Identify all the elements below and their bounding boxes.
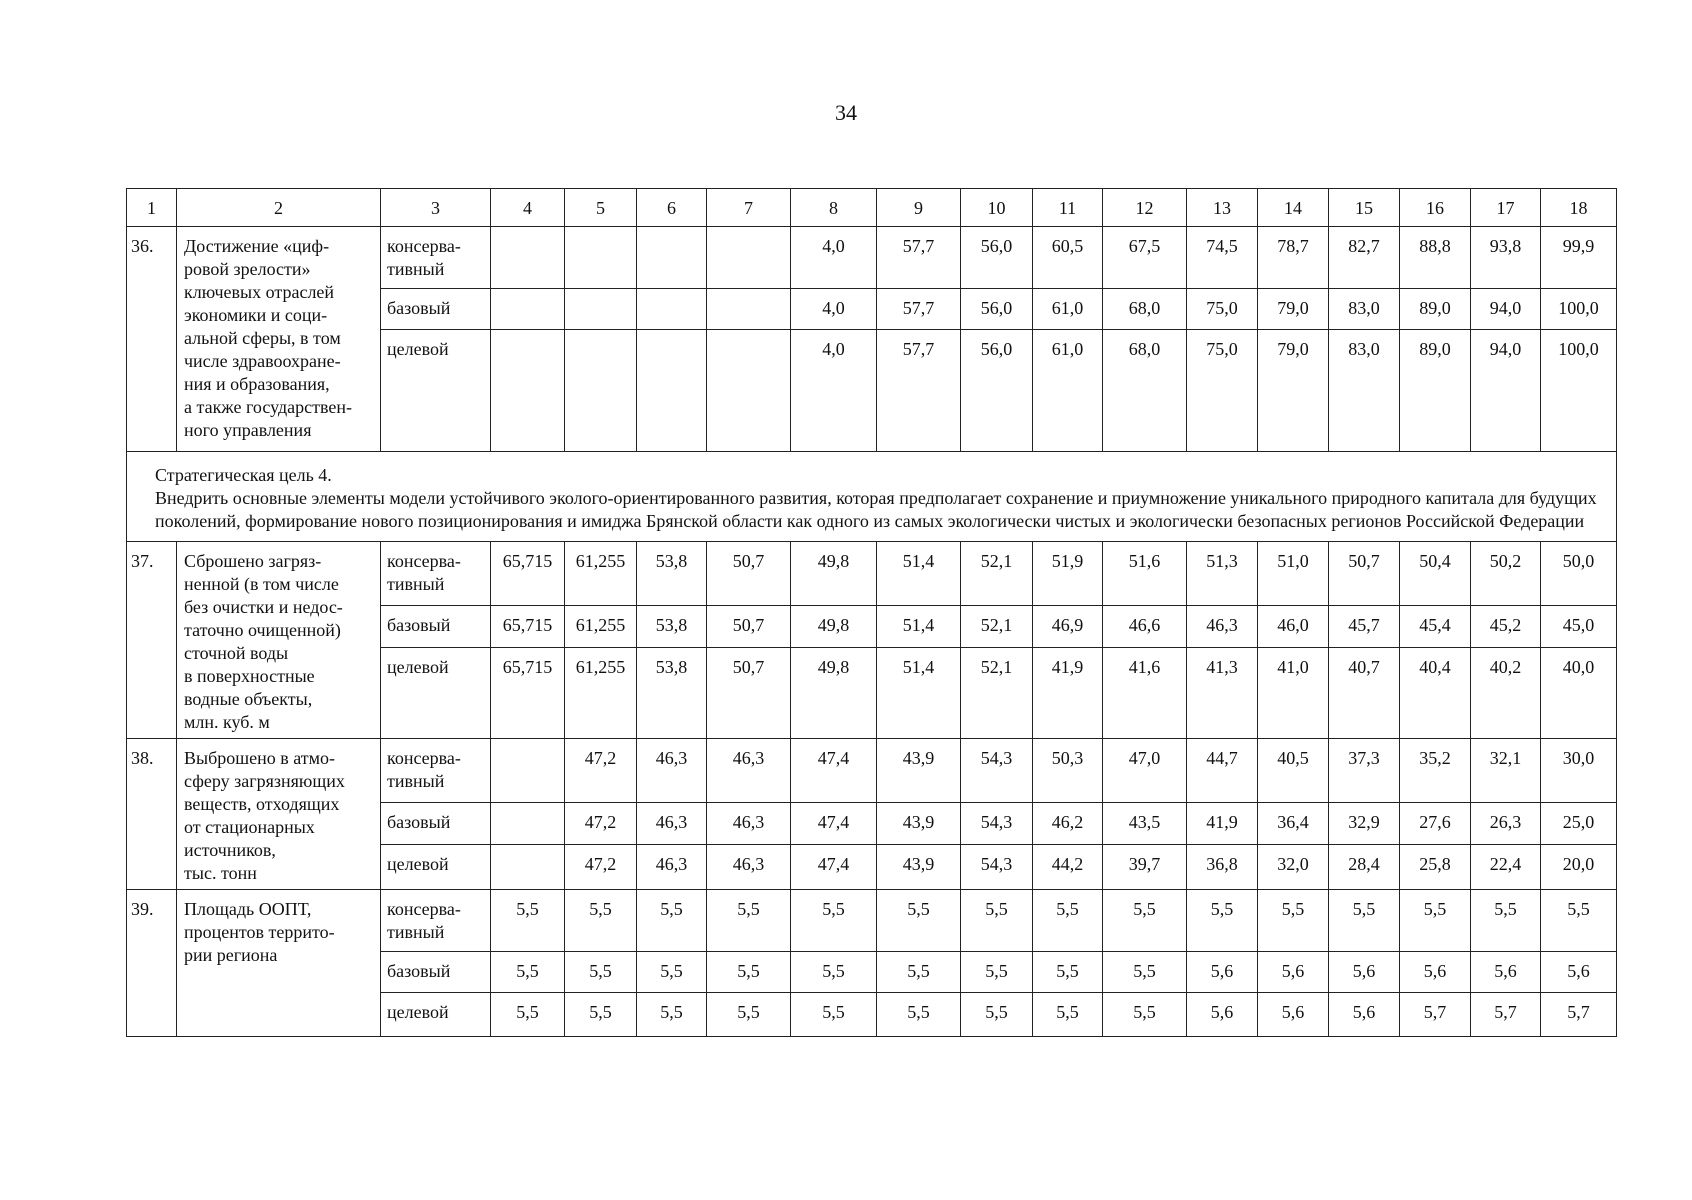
value-cell: 51,4 <box>877 542 961 606</box>
value-cell: 68,0 <box>1103 289 1187 330</box>
page-number: 34 <box>835 100 857 125</box>
value-cell: 5,5 <box>491 890 565 952</box>
value-cell: 5,5 <box>491 952 565 993</box>
indicator-name: Площадь ООПТ, процентов террито- рии региона <box>177 890 381 1037</box>
strategic-goal-cell <box>127 452 1617 542</box>
value-cell: 50,7 <box>707 648 791 739</box>
header-cell: 16 <box>1400 189 1471 227</box>
value-cell: 5,6 <box>1329 952 1400 993</box>
value-cell: 35,2 <box>1400 739 1471 803</box>
value-cell: 5,5 <box>707 993 791 1037</box>
value-cell: 46,9 <box>1033 605 1103 647</box>
value-cell: 4,0 <box>791 289 877 330</box>
value-cell: 46,2 <box>1033 802 1103 844</box>
value-cell: 61,0 <box>1033 330 1103 452</box>
value-cell: 5,5 <box>961 952 1033 993</box>
value-cell: 54,3 <box>961 739 1033 803</box>
value-cell <box>491 227 565 289</box>
value-cell <box>565 227 637 289</box>
table-row <box>127 890 1617 952</box>
value-cell: 46,3 <box>1187 605 1258 647</box>
scenario-label: целевой <box>381 648 491 739</box>
value-cell: 50,0 <box>1541 542 1617 606</box>
value-cell: 40,0 <box>1541 648 1617 739</box>
value-cell: 5,5 <box>565 952 637 993</box>
value-cell: 47,0 <box>1103 739 1187 803</box>
value-cell: 5,5 <box>1033 952 1103 993</box>
header-cell: 1 <box>127 189 177 227</box>
row-number: 38. <box>127 739 177 890</box>
value-cell: 39,7 <box>1103 844 1187 889</box>
value-cell: 5,5 <box>1400 890 1471 952</box>
value-cell: 43,9 <box>877 739 961 803</box>
header-cell: 9 <box>877 189 961 227</box>
value-cell: 61,255 <box>565 648 637 739</box>
value-cell: 50,7 <box>707 605 791 647</box>
value-cell: 5,5 <box>961 890 1033 952</box>
value-cell: 5,5 <box>791 993 877 1037</box>
value-cell: 47,4 <box>791 802 877 844</box>
value-cell: 46,3 <box>637 844 707 889</box>
header-cell: 5 <box>565 189 637 227</box>
scenario-label: консерва- тивный <box>381 890 491 952</box>
value-cell: 5,5 <box>1258 890 1329 952</box>
value-cell: 99,9 <box>1541 227 1617 289</box>
value-cell: 5,5 <box>1541 890 1617 952</box>
value-cell: 32,0 <box>1258 844 1329 889</box>
value-cell: 5,5 <box>877 993 961 1037</box>
header-cell: 8 <box>791 189 877 227</box>
value-cell: 5,6 <box>1258 993 1329 1037</box>
value-cell <box>491 739 565 803</box>
value-cell: 44,7 <box>1187 739 1258 803</box>
value-cell: 5,5 <box>1033 993 1103 1037</box>
value-cell: 51,4 <box>877 605 961 647</box>
value-cell: 5,6 <box>1187 993 1258 1037</box>
value-cell: 4,0 <box>791 227 877 289</box>
value-cell: 36,8 <box>1187 844 1258 889</box>
value-cell: 5,7 <box>1541 993 1617 1037</box>
scenario-label: базовый <box>381 952 491 993</box>
value-cell: 68,0 <box>1103 330 1187 452</box>
value-cell: 47,2 <box>565 739 637 803</box>
header-cell: 11 <box>1033 189 1103 227</box>
value-cell: 75,0 <box>1187 330 1258 452</box>
value-cell: 49,8 <box>791 542 877 606</box>
header-cell: 6 <box>637 189 707 227</box>
value-cell: 61,255 <box>565 605 637 647</box>
value-cell: 40,4 <box>1400 648 1471 739</box>
value-cell: 93,8 <box>1471 227 1541 289</box>
value-cell: 25,0 <box>1541 802 1617 844</box>
value-cell: 61,255 <box>565 542 637 606</box>
value-cell: 5,5 <box>1187 890 1258 952</box>
header-cell: 3 <box>381 189 491 227</box>
value-cell: 44,2 <box>1033 844 1103 889</box>
value-cell: 5,5 <box>637 890 707 952</box>
value-cell: 5,5 <box>961 993 1033 1037</box>
indicator-name: Сброшено загряз- ненной (в том числе без очистки и недос- таточно очищенной) сточной воды в поверхностные водные объекты, млн. куб. м <box>177 542 381 739</box>
value-cell: 52,1 <box>961 542 1033 606</box>
header-cell: 18 <box>1541 189 1617 227</box>
table-header-row <box>127 189 1617 227</box>
value-cell <box>637 289 707 330</box>
value-cell: 5,6 <box>1258 952 1329 993</box>
scenario-label: консерва- тивный <box>381 227 491 289</box>
value-cell: 54,3 <box>961 844 1033 889</box>
value-cell: 78,7 <box>1258 227 1329 289</box>
value-cell: 94,0 <box>1471 330 1541 452</box>
value-cell <box>491 289 565 330</box>
value-cell: 49,8 <box>791 648 877 739</box>
value-cell: 74,5 <box>1187 227 1258 289</box>
strategic-goal-row <box>127 452 1617 542</box>
header-cell: 7 <box>707 189 791 227</box>
value-cell: 46,3 <box>707 802 791 844</box>
value-cell: 5,5 <box>565 993 637 1037</box>
value-cell: 25,8 <box>1400 844 1471 889</box>
value-cell: 51,6 <box>1103 542 1187 606</box>
value-cell: 65,715 <box>491 648 565 739</box>
value-cell: 20,0 <box>1541 844 1617 889</box>
value-cell: 5,7 <box>1471 993 1541 1037</box>
value-cell: 79,0 <box>1258 330 1329 452</box>
value-cell: 53,8 <box>637 605 707 647</box>
value-cell: 45,4 <box>1400 605 1471 647</box>
indicator-name: Выброшено в атмо- сферу загрязняющих веществ, отходящих от стационарных источников, тыс. тонн <box>177 739 381 890</box>
value-cell: 57,7 <box>877 289 961 330</box>
value-cell: 51,4 <box>877 648 961 739</box>
value-cell: 47,4 <box>791 844 877 889</box>
indicators-table <box>126 188 1617 1037</box>
value-cell: 47,2 <box>565 844 637 889</box>
value-cell: 5,5 <box>791 952 877 993</box>
header-cell: 10 <box>961 189 1033 227</box>
value-cell: 5,5 <box>877 890 961 952</box>
header-cell: 17 <box>1471 189 1541 227</box>
header-cell: 14 <box>1258 189 1329 227</box>
scenario-label: консерва- тивный <box>381 739 491 803</box>
value-cell: 5,5 <box>1329 890 1400 952</box>
value-cell: 50,7 <box>1329 542 1400 606</box>
value-cell: 53,8 <box>637 542 707 606</box>
value-cell: 51,3 <box>1187 542 1258 606</box>
value-cell: 5,7 <box>1400 993 1471 1037</box>
value-cell: 46,3 <box>707 739 791 803</box>
value-cell: 26,3 <box>1471 802 1541 844</box>
value-cell: 49,8 <box>791 605 877 647</box>
value-cell: 41,0 <box>1258 648 1329 739</box>
value-cell: 56,0 <box>961 289 1033 330</box>
table-row <box>127 739 1617 803</box>
value-cell: 37,3 <box>1329 739 1400 803</box>
value-cell <box>491 844 565 889</box>
value-cell: 46,3 <box>707 844 791 889</box>
value-cell: 56,0 <box>961 227 1033 289</box>
value-cell: 5,6 <box>1400 952 1471 993</box>
value-cell: 36,4 <box>1258 802 1329 844</box>
value-cell: 5,5 <box>637 952 707 993</box>
value-cell: 5,6 <box>1329 993 1400 1037</box>
table-row <box>127 227 1617 289</box>
value-cell: 46,3 <box>637 802 707 844</box>
value-cell: 5,5 <box>707 890 791 952</box>
header-cell: 4 <box>491 189 565 227</box>
value-cell: 46,6 <box>1103 605 1187 647</box>
value-cell: 56,0 <box>961 330 1033 452</box>
value-cell: 5,6 <box>1187 952 1258 993</box>
value-cell <box>565 330 637 452</box>
scenario-label: базовый <box>381 605 491 647</box>
value-cell: 50,2 <box>1471 542 1541 606</box>
value-cell <box>707 227 791 289</box>
value-cell: 83,0 <box>1329 289 1400 330</box>
value-cell: 5,5 <box>637 993 707 1037</box>
value-cell: 45,7 <box>1329 605 1400 647</box>
value-cell: 54,3 <box>961 802 1033 844</box>
value-cell: 4,0 <box>791 330 877 452</box>
value-cell: 41,9 <box>1033 648 1103 739</box>
value-cell: 32,9 <box>1329 802 1400 844</box>
row-number: 39. <box>127 890 177 1037</box>
row-number: 37. <box>127 542 177 739</box>
value-cell: 57,7 <box>877 330 961 452</box>
value-cell: 51,0 <box>1258 542 1329 606</box>
value-cell: 41,3 <box>1187 648 1258 739</box>
value-cell: 5,5 <box>491 993 565 1037</box>
value-cell: 50,4 <box>1400 542 1471 606</box>
value-cell: 65,715 <box>491 542 565 606</box>
value-cell: 41,9 <box>1187 802 1258 844</box>
scenario-label: базовый <box>381 802 491 844</box>
value-cell: 5,5 <box>1103 890 1187 952</box>
value-cell: 40,7 <box>1329 648 1400 739</box>
scenario-label: консерва- тивный <box>381 542 491 606</box>
value-cell: 32,1 <box>1471 739 1541 803</box>
value-cell: 100,0 <box>1541 330 1617 452</box>
indicator-name: Достижение «циф- ровой зрелости» ключевых отраслей экономики и соци- альной сферы, в том числе здравоохране- ния и образования, а также государствен- ного управления <box>177 227 381 452</box>
header-cell: 13 <box>1187 189 1258 227</box>
value-cell: 47,4 <box>791 739 877 803</box>
value-cell: 30,0 <box>1541 739 1617 803</box>
value-cell: 79,0 <box>1258 289 1329 330</box>
value-cell: 52,1 <box>961 605 1033 647</box>
value-cell: 5,6 <box>1471 952 1541 993</box>
value-cell <box>707 330 791 452</box>
value-cell: 5,5 <box>1103 952 1187 993</box>
value-cell: 51,9 <box>1033 542 1103 606</box>
scenario-label: целевой <box>381 330 491 452</box>
value-cell: 82,7 <box>1329 227 1400 289</box>
value-cell: 43,5 <box>1103 802 1187 844</box>
value-cell: 5,5 <box>1471 890 1541 952</box>
strategic-goal-title: Стратегическая цель 4. <box>155 465 332 485</box>
value-cell: 53,8 <box>637 648 707 739</box>
value-cell: 47,2 <box>565 802 637 844</box>
value-cell: 43,9 <box>877 844 961 889</box>
value-cell: 75,0 <box>1187 289 1258 330</box>
value-cell: 61,0 <box>1033 289 1103 330</box>
value-cell: 5,5 <box>1033 890 1103 952</box>
scenario-label: целевой <box>381 993 491 1037</box>
value-cell: 43,9 <box>877 802 961 844</box>
header-cell: 2 <box>177 189 381 227</box>
value-cell <box>491 330 565 452</box>
value-cell: 67,5 <box>1103 227 1187 289</box>
row-number: 36. <box>127 227 177 452</box>
value-cell: 40,5 <box>1258 739 1329 803</box>
scenario-label: целевой <box>381 844 491 889</box>
value-cell: 100,0 <box>1541 289 1617 330</box>
value-cell: 5,5 <box>707 952 791 993</box>
value-cell <box>491 802 565 844</box>
value-cell: 89,0 <box>1400 289 1471 330</box>
value-cell: 50,3 <box>1033 739 1103 803</box>
value-cell: 27,6 <box>1400 802 1471 844</box>
header-cell: 12 <box>1103 189 1187 227</box>
strategic-goal-text: Внедрить основные элементы модели устойчивого эколого-ориентированного развития, которая предполагает сохранение и приумножение уникального природного капитала для будущих поколений, формирование нового позиционирования и имиджа Брянской области как одного из самых экологически чистых и экологически безопасных регионов Российской Федерации <box>155 488 1597 531</box>
value-cell: 94,0 <box>1471 289 1541 330</box>
value-cell: 89,0 <box>1400 330 1471 452</box>
value-cell: 50,7 <box>707 542 791 606</box>
value-cell: 5,6 <box>1541 952 1617 993</box>
value-cell: 22,4 <box>1471 844 1541 889</box>
value-cell: 60,5 <box>1033 227 1103 289</box>
value-cell: 5,5 <box>1103 993 1187 1037</box>
table-row <box>127 542 1617 606</box>
value-cell: 57,7 <box>877 227 961 289</box>
value-cell: 46,3 <box>637 739 707 803</box>
value-cell: 5,5 <box>565 890 637 952</box>
value-cell: 83,0 <box>1329 330 1400 452</box>
value-cell: 40,2 <box>1471 648 1541 739</box>
value-cell: 45,0 <box>1541 605 1617 647</box>
value-cell <box>707 289 791 330</box>
value-cell: 65,715 <box>491 605 565 647</box>
value-cell: 28,4 <box>1329 844 1400 889</box>
value-cell <box>637 330 707 452</box>
value-cell: 41,6 <box>1103 648 1187 739</box>
value-cell: 45,2 <box>1471 605 1541 647</box>
header-cell: 15 <box>1329 189 1400 227</box>
value-cell: 88,8 <box>1400 227 1471 289</box>
scenario-label: базовый <box>381 289 491 330</box>
value-cell <box>637 227 707 289</box>
value-cell: 5,5 <box>791 890 877 952</box>
value-cell: 52,1 <box>961 648 1033 739</box>
value-cell: 46,0 <box>1258 605 1329 647</box>
value-cell: 5,5 <box>877 952 961 993</box>
value-cell <box>565 289 637 330</box>
